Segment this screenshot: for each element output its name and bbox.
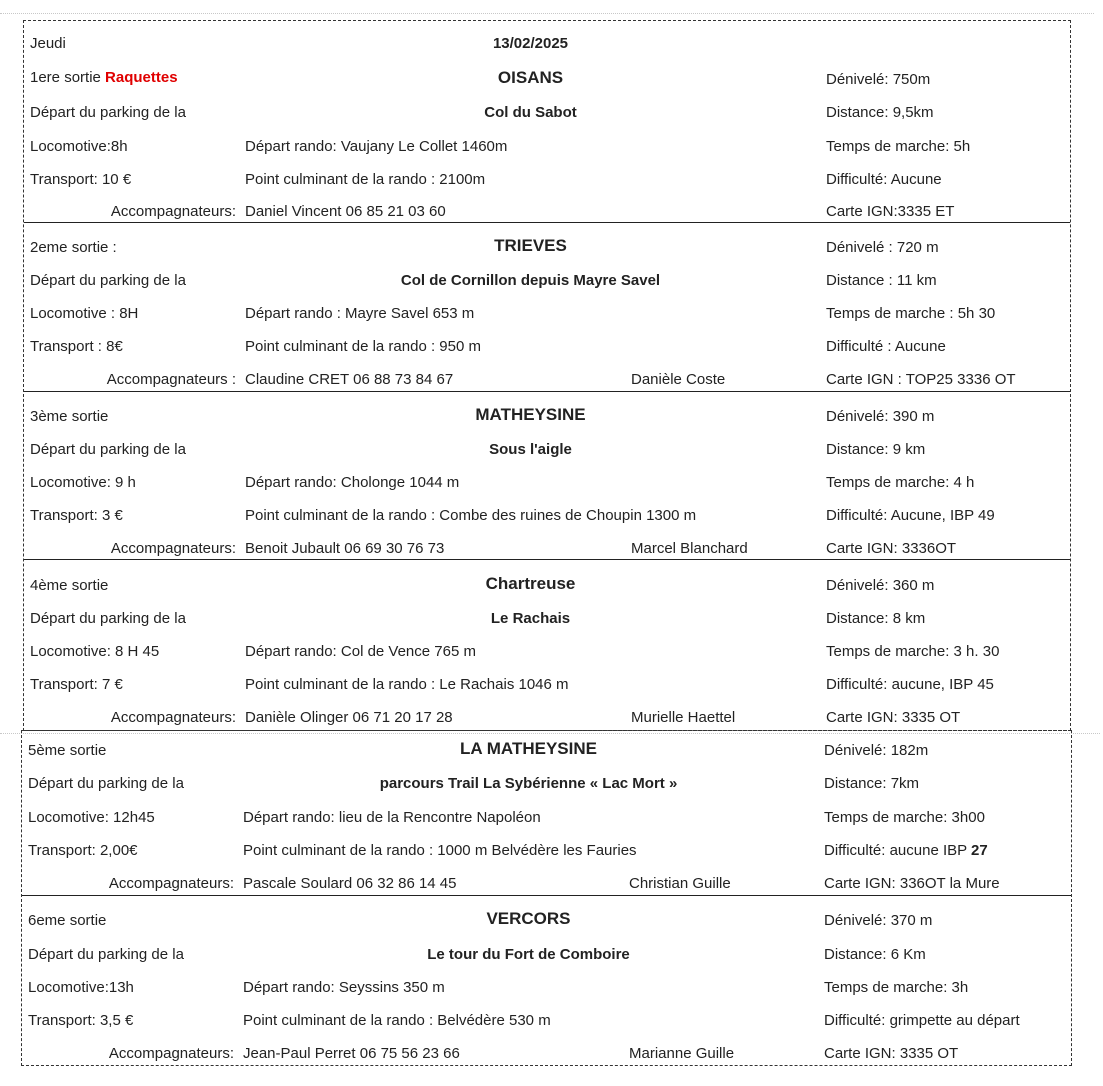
- denivele: Dénivelé : 720 m: [826, 239, 939, 256]
- transport: Transport: 2,00€: [28, 842, 138, 859]
- outing-label: 4ème sortie: [30, 577, 109, 594]
- denivele: Dénivelé: 360 m: [826, 577, 935, 594]
- temps-de-marche: Temps de marche: 3h: [824, 979, 969, 996]
- accompagnateurs-label: Accompagnateurs:: [108, 875, 234, 892]
- carte-ign: Carte IGN : TOP25 3336 OT: [826, 371, 1016, 388]
- carte-ign: Carte IGN: 3335 OT: [824, 1045, 959, 1062]
- depart-rando: Départ rando: Vaujany Le Collet 1460m: [245, 138, 508, 155]
- transport: Transport: 3,5 €: [28, 1012, 134, 1029]
- denivele: Dénivelé: 182m: [824, 742, 929, 759]
- depart-rando: Départ rando: Seyssins 350 m: [243, 979, 445, 996]
- accompagnateur-1: Jean-Paul Perret 06 75 56 23 66: [243, 1045, 460, 1062]
- carte-ign: Carte IGN:3335 ET: [826, 203, 955, 220]
- depart-parking-label: Départ du parking de la: [28, 775, 184, 792]
- outing-separator: [24, 222, 1070, 223]
- outing-separator: [24, 391, 1070, 392]
- point-culminant: Point culminant de la rando : 950 m: [245, 338, 481, 355]
- denivele: Dénivelé: 370 m: [824, 912, 933, 929]
- locomotive: Locomotive : 8H: [30, 305, 139, 322]
- temps-de-marche: Temps de marche: 3h00: [824, 809, 985, 826]
- temps-de-marche: Temps de marche : 5h 30: [826, 305, 996, 322]
- distance: Distance : 11 km: [826, 272, 937, 289]
- distance: Distance: 7km: [824, 775, 920, 792]
- accompagnateur-1: Benoit Jubault 06 69 30 76 73: [245, 540, 445, 557]
- locomotive: Locomotive:13h: [28, 979, 134, 996]
- denivele: Dénivelé: 750m: [826, 71, 931, 88]
- accompagnateur-1: Daniel Vincent 06 85 21 03 60: [245, 203, 446, 220]
- outing-label: 2eme sortie :: [30, 239, 117, 256]
- accompagnateur-2: Marianne Guille: [629, 1045, 735, 1062]
- difficulte: Difficulté: Aucune: [826, 171, 942, 188]
- accompagnateur-1: Pascale Soulard 06 32 86 14 45: [243, 875, 457, 892]
- outing-region: VERCORS: [486, 909, 571, 928]
- distance: Distance: 9 km: [826, 441, 926, 458]
- depart-parking-label: Départ du parking de la: [30, 272, 186, 289]
- carte-ign: Carte IGN: 336OT la Mure: [824, 875, 1000, 892]
- outing-label: 6eme sortie: [28, 912, 107, 929]
- accompagnateur-1: Danièle Olinger 06 71 20 17 28: [245, 709, 453, 726]
- distance: Distance: 9,5km: [826, 104, 934, 121]
- locomotive: Locomotive: 8 H 45: [30, 643, 160, 660]
- outing-region: TRIEVES: [494, 236, 567, 255]
- denivele: Dénivelé: 390 m: [826, 408, 935, 425]
- outing-separator: [24, 559, 1070, 560]
- page-top-divider: [0, 13, 1094, 14]
- depart-rando: Départ rando: Col de Vence 765 m: [245, 643, 476, 660]
- point-culminant: Point culminant de la rando : 2100m: [245, 171, 486, 188]
- transport: Transport : 8€: [30, 338, 123, 355]
- outing-label: 5ème sortie: [28, 742, 107, 759]
- day-label: Jeudi: [30, 35, 66, 52]
- depart-rando: Départ rando : Mayre Savel 653 m: [245, 305, 475, 322]
- accompagnateur-2: Marcel Blanchard: [631, 540, 748, 557]
- outing-destination: Col du Sabot: [484, 104, 577, 121]
- temps-de-marche: Temps de marche: 5h: [826, 138, 971, 155]
- outing-region: LA MATHEYSINE: [460, 739, 597, 758]
- accompagnateurs-label: Accompagnateurs :: [106, 371, 236, 388]
- accompagnateurs-label: Accompagnateurs:: [110, 709, 236, 726]
- carte-ign: Carte IGN: 3335 OT: [826, 709, 961, 726]
- ibp-value: 27: [971, 842, 988, 859]
- outing-region: Chartreuse: [485, 574, 576, 593]
- outing-separator: [22, 895, 1071, 896]
- difficulte: Difficulté: aucune IBP 27: [824, 842, 988, 859]
- accompagnateurs-label: Accompagnateurs:: [108, 1045, 234, 1062]
- locomotive: Locomotive:8h: [30, 138, 128, 155]
- accompagnateur-1: Claudine CRET 06 88 73 84 67: [245, 371, 454, 388]
- outing-destination: parcours Trail La Sybérienne « Lac Mort »: [379, 775, 678, 792]
- depart-rando: Départ rando: Cholonge 1044 m: [245, 474, 460, 491]
- point-culminant: Point culminant de la rando : Le Rachais 1046 m: [245, 676, 569, 693]
- depart-rando: Départ rando: lieu de la Rencontre Napoléon: [243, 809, 541, 826]
- distance: Distance: 6 Km: [824, 946, 926, 963]
- outing-destination: Le Rachais: [490, 610, 571, 627]
- locomotive: Locomotive: 12h45: [28, 809, 155, 826]
- point-culminant: Point culminant de la rando : 1000 m Belvédère les Fauries: [243, 842, 637, 859]
- outing-type-highlight: Raquettes: [105, 69, 178, 86]
- depart-parking-label: Départ du parking de la: [30, 104, 186, 121]
- accompagnateur-2: Danièle Coste: [631, 371, 726, 388]
- depart-parking-label: Départ du parking de la: [30, 610, 186, 627]
- outing-region: MATHEYSINE: [475, 405, 586, 424]
- accompagnateur-2: Murielle Haettel: [631, 709, 736, 726]
- outings-sheet-page2: [21, 730, 1072, 1066]
- temps-de-marche: Temps de marche: 4 h: [826, 474, 975, 491]
- transport: Transport: 7 €: [30, 676, 123, 693]
- point-culminant: Point culminant de la rando : Combe des ruines de Choupin 1300 m: [245, 507, 697, 524]
- depart-parking-label: Départ du parking de la: [30, 441, 186, 458]
- accompagnateurs-label: Accompagnateurs:: [110, 203, 236, 220]
- accompagnateur-2: Christian Guille: [629, 875, 731, 892]
- outing-label: 3ème sortie: [30, 408, 109, 425]
- distance: Distance: 8 km: [826, 610, 926, 627]
- outing-region: OISANS: [497, 68, 564, 87]
- depart-parking-label: Départ du parking de la: [28, 946, 184, 963]
- outing-date: 13/02/2025: [492, 35, 569, 52]
- difficulte: Difficulté: Aucune, IBP 49: [826, 507, 995, 524]
- outing-label: 1ere sortie Raquettes: [30, 69, 178, 86]
- outings-sheet-page1: [23, 20, 1071, 731]
- difficulte: Difficulté : Aucune: [826, 338, 946, 355]
- transport: Transport: 3 €: [30, 507, 123, 524]
- accompagnateurs-label: Accompagnateurs:: [110, 540, 236, 557]
- transport: Transport: 10 €: [30, 171, 132, 188]
- point-culminant: Point culminant de la rando : Belvédère 530 m: [243, 1012, 551, 1029]
- locomotive: Locomotive: 9 h: [30, 474, 136, 491]
- difficulte: Difficulté: grimpette au départ: [824, 1012, 1020, 1029]
- carte-ign: Carte IGN: 3336OT: [826, 540, 957, 557]
- outing-destination: Sous l'aigle: [489, 441, 572, 458]
- outing-destination: Le tour du Fort de Comboire: [427, 946, 630, 963]
- temps-de-marche: Temps de marche: 3 h. 30: [826, 643, 1000, 660]
- difficulte: Difficulté: aucune, IBP 45: [826, 676, 994, 693]
- outing-destination: Col de Cornillon depuis Mayre Savel: [400, 272, 661, 289]
